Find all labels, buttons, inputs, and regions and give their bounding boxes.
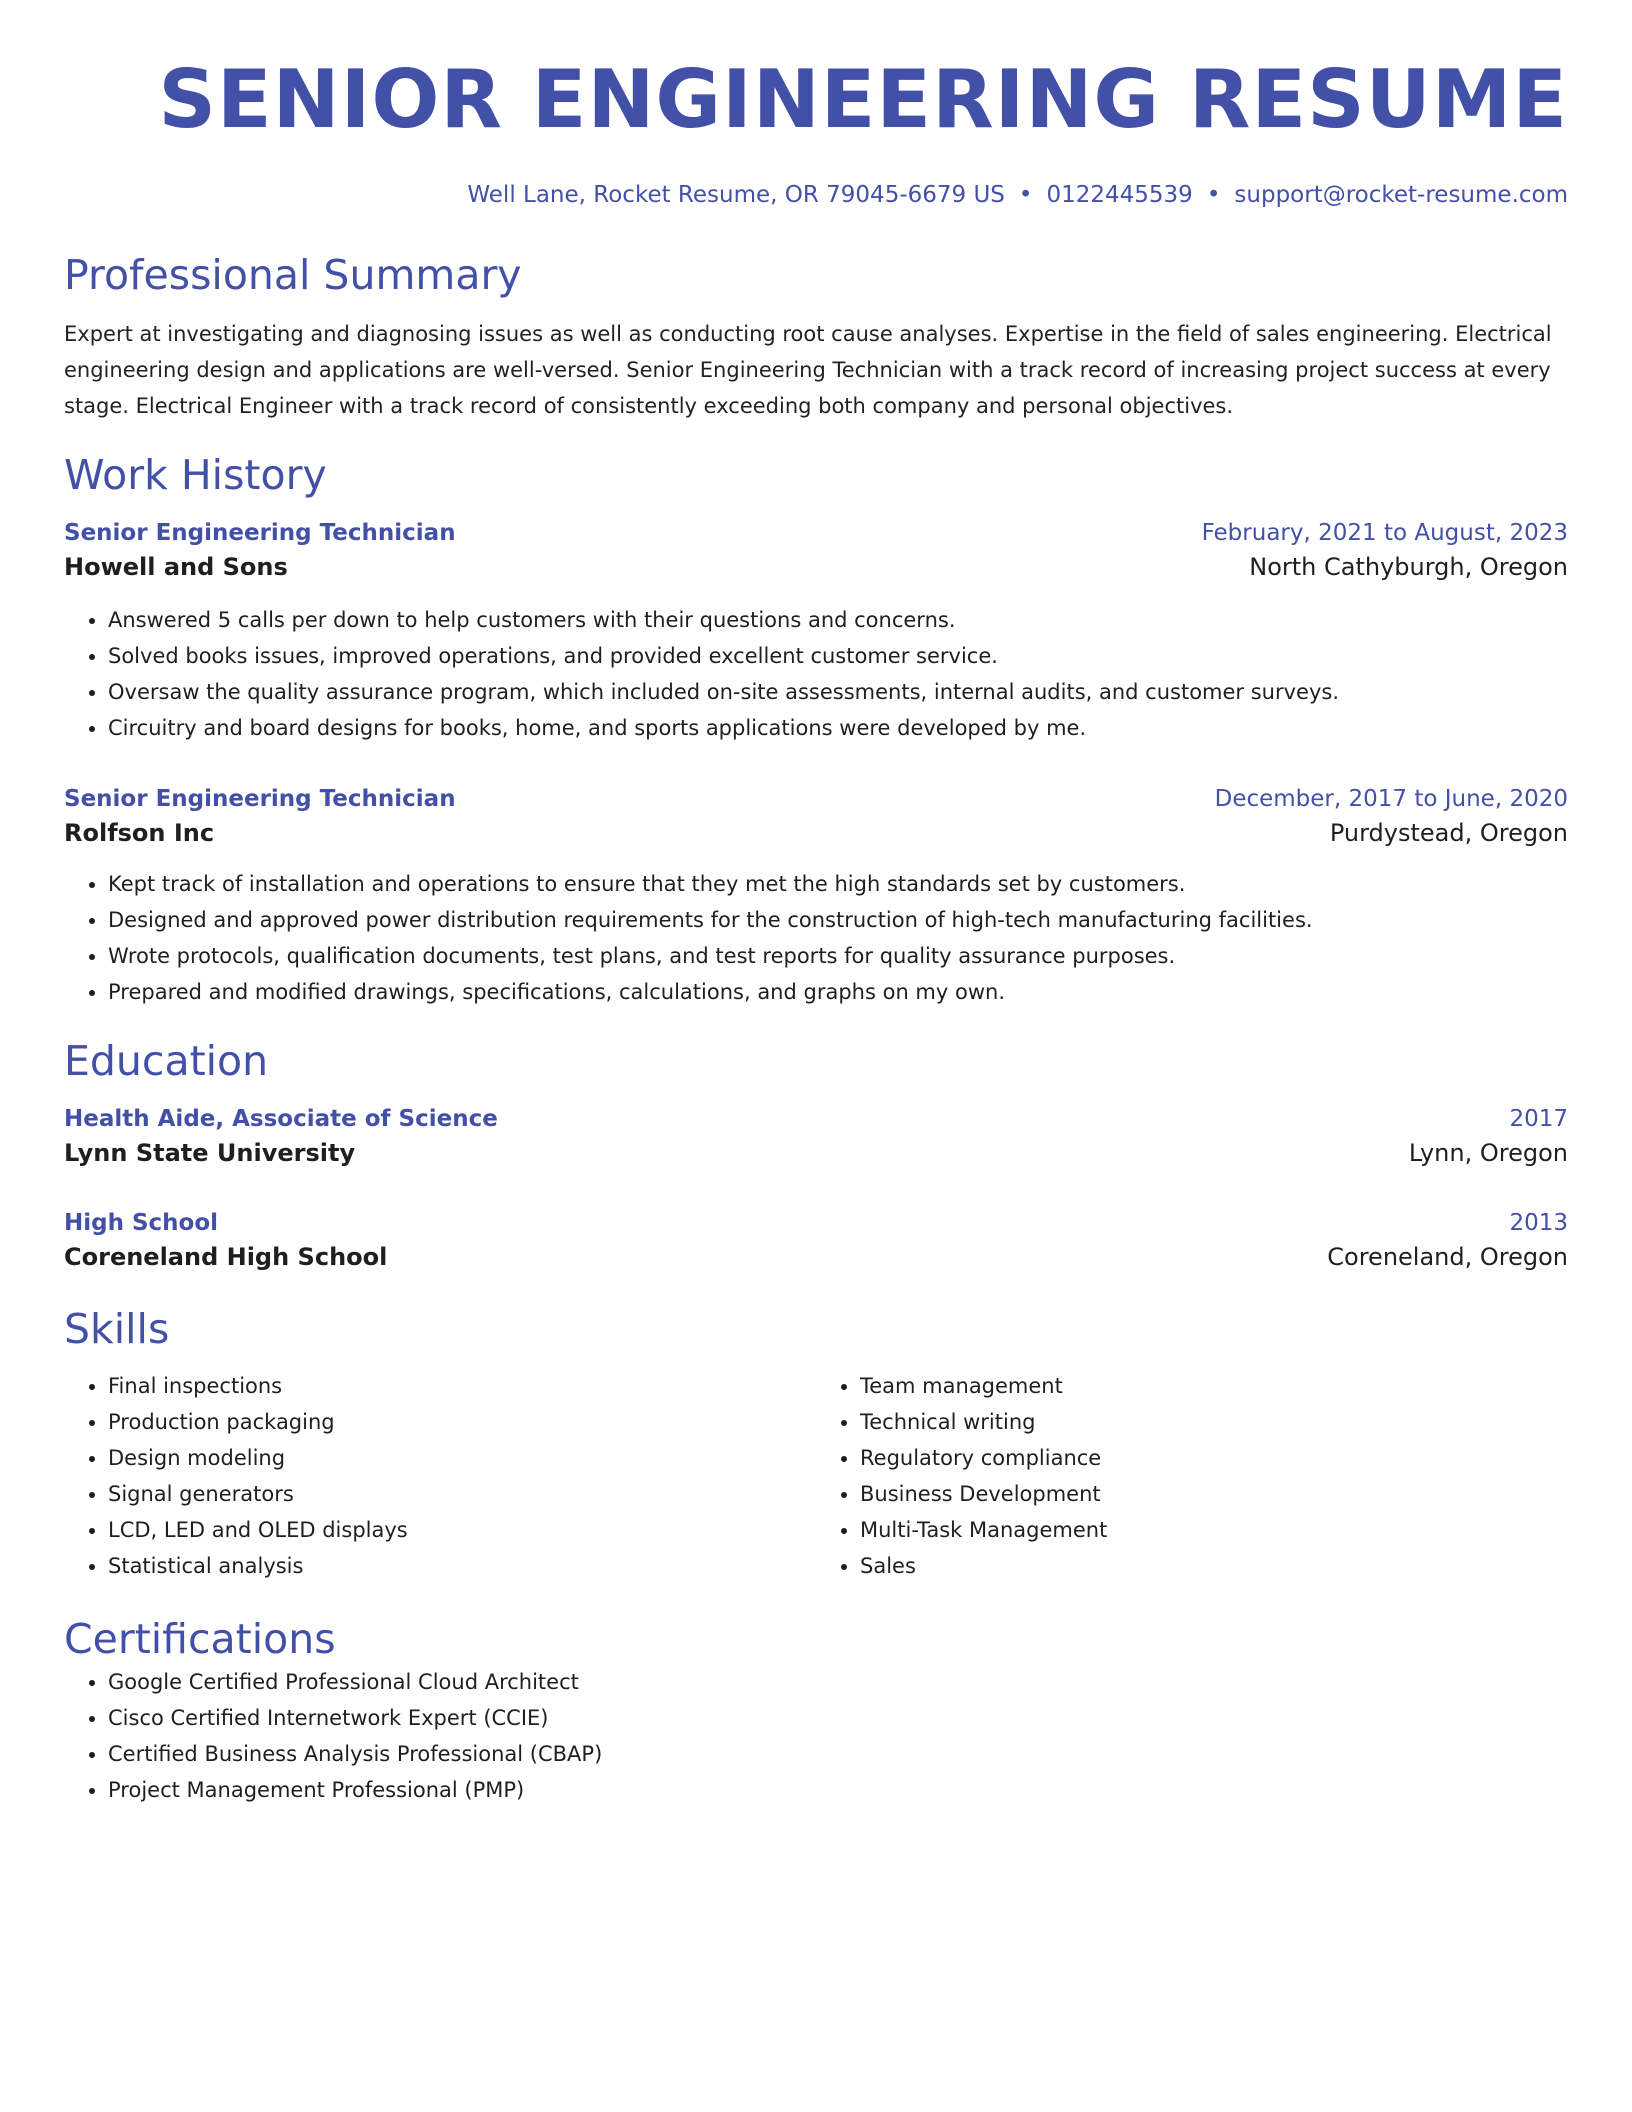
education-heading: Education — [64, 1037, 269, 1085]
education-degree: Health Aide, Associate of Science — [64, 1106, 498, 1132]
skill-item: • Production packaging — [108, 1404, 816, 1440]
education-year: 2013 — [1509, 1210, 1568, 1236]
skill-item: • Design modeling — [108, 1440, 816, 1476]
resume-header — [64, 52, 1568, 210]
certification-item: • Project Management Professional (PMP) — [108, 1772, 1568, 1808]
job-entry — [64, 782, 1568, 1010]
job-dates: December, 2017 to June, 2020 — [1214, 786, 1568, 812]
job-entry — [64, 516, 1568, 746]
skill-item: • Multi-Task Management — [860, 1512, 1568, 1548]
job-company: Rolfson Inc — [64, 819, 215, 847]
skill-item: • Final inspections — [108, 1368, 816, 1404]
job-bullet: • Prepared and modified drawings, specifications, calculations, and graphs on my own. — [108, 974, 1568, 1010]
job-location: Purdystead, Oregon — [1329, 819, 1568, 847]
skill-item: • Technical writing — [860, 1404, 1568, 1440]
education-school: Lynn State University — [64, 1139, 356, 1167]
contact-address: Well Lane, Rocket Resume, OR 79045-6679 US — [467, 182, 1005, 208]
job-bullet: • Oversaw the quality assurance program, which included on-site assessments, internal audits, and customer surveys. — [108, 674, 1568, 710]
job-location: North Cathyburgh, Oregon — [1249, 553, 1568, 581]
contact-separator: • — [1206, 182, 1221, 208]
job-header — [64, 516, 1568, 550]
job-company: Howell and Sons — [64, 553, 288, 581]
contact-line — [64, 180, 1568, 210]
job-header — [64, 782, 1568, 816]
education-subheader — [64, 1240, 1568, 1274]
job-bullet: • Solved books issues, improved operations, and provided excellent customer service. — [108, 638, 1568, 674]
education-school: Coreneland High School — [64, 1243, 388, 1271]
summary-text: Expert at investigating and diagnosing issues as well as conducting root cause analyses. Expertise in the field of sales engineering. Electrical engineering design and applications are well-versed. Senior Engineering Technician with a track record of increasing project success at every stage. Electrical Engineer with a track record of consistently exceeding both company and personal objectives. — [64, 322, 1552, 418]
certifications-heading: Certifications — [64, 1615, 336, 1663]
skills-section — [64, 1304, 1568, 1584]
job-role: Senior Engineering Technician — [64, 520, 456, 546]
education-degree: High School — [64, 1210, 219, 1236]
education-entry — [64, 1102, 1568, 1170]
work-history-heading: Work History — [64, 451, 327, 499]
education-section — [64, 1036, 1568, 1274]
job-bullet: • Answered 5 calls per down to help customers with their questions and concerns. — [108, 602, 1568, 638]
contact-separator: • — [1018, 182, 1033, 208]
skill-item: • Sales — [860, 1548, 1568, 1584]
summary-section — [64, 250, 1568, 424]
education-subheader — [64, 1136, 1568, 1170]
contact-phone: 0122445539 — [1046, 182, 1193, 208]
certification-item: • Certified Business Analysis Professional (CBAP) — [108, 1736, 1568, 1772]
education-entry — [64, 1206, 1568, 1274]
skills-list-right — [816, 1368, 1568, 1584]
job-bullets — [64, 866, 1568, 1010]
job-bullet: • Designed and approved power distribution requirements for the construction of high-tech manufacturing facilities. — [108, 902, 1568, 938]
job-subheader — [64, 550, 1568, 584]
skill-item: • Signal generators — [108, 1476, 816, 1512]
resume-title: SENIOR ENGINEERING RESUME — [158, 53, 1568, 146]
skills-heading: Skills — [64, 1305, 170, 1353]
job-bullet: • Circuitry and board designs for books, home, and sports applications were developed by me. — [108, 710, 1568, 746]
skill-item: • LCD, LED and OLED displays — [108, 1512, 816, 1548]
education-year: 2017 — [1509, 1106, 1568, 1132]
skills-columns — [64, 1368, 1568, 1584]
contact-email[interactable]: support@rocket-resume.com — [1234, 182, 1568, 208]
summary-heading: Professional Summary — [64, 251, 522, 299]
work-history-section — [64, 450, 1568, 1010]
skill-item: • Business Development — [860, 1476, 1568, 1512]
skills-list-left — [64, 1368, 816, 1584]
job-subheader — [64, 816, 1568, 850]
certification-item: • Google Certified Professional Cloud Architect — [108, 1664, 1568, 1700]
job-bullets — [64, 602, 1568, 746]
job-role: Senior Engineering Technician — [64, 786, 456, 812]
certification-item: • Cisco Certified Internetwork Expert (CCIE) — [108, 1700, 1568, 1736]
certifications-section — [64, 1614, 1568, 1808]
job-bullet: • Wrote protocols, qualification documents, test plans, and test reports for quality assurance purposes. — [108, 938, 1568, 974]
skill-item: • Team management — [860, 1368, 1568, 1404]
education-location: Lynn, Oregon — [1408, 1139, 1568, 1167]
job-bullet: • Kept track of installation and operations to ensure that they met the high standards set by customers. — [108, 866, 1568, 902]
skill-item: • Statistical analysis — [108, 1548, 816, 1584]
skill-item: • Regulatory compliance — [860, 1440, 1568, 1476]
job-dates: February, 2021 to August, 2023 — [1201, 520, 1568, 546]
certifications-list — [64, 1664, 1568, 1808]
education-header — [64, 1102, 1568, 1136]
education-header — [64, 1206, 1568, 1240]
education-location: Coreneland, Oregon — [1327, 1243, 1568, 1271]
